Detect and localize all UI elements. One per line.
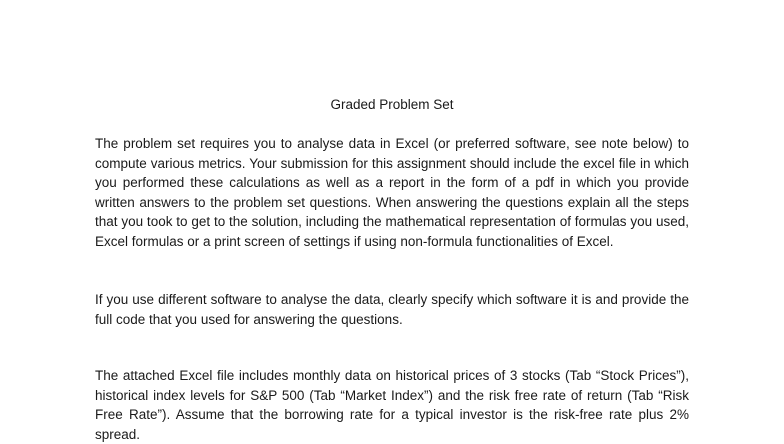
paragraph-data-description: The attached Excel file includes monthly data on historical prices of 3 stocks (Tab “Stock Prices”), historical index levels for S&P 500 (Tab “Market Index”) and the risk free rate of return (Tab “Risk Free Rate”). Assume that the borrowing rate for a typical investor is the risk-free rate plus 2% spread.: [95, 368, 689, 442]
paragraph-instructions: The problem set requires you to analyse data in Excel (or preferred software, see note below) to compute various metrics. Your submission for this assignment should include the excel file in which you performed these calculations as well as a report in the form of a pdf in which you provide written answers to the problem set questions. When answering the questions explain all the steps that you took to get to the solution, including the mathematical representation of formulas you used, Excel formulas or a print screen of settings if using non-formula functionalities of Excel.: [95, 136, 689, 249]
paragraph-software-note: If you use different software to analyse the data, clearly specify which software it is and provide the full code that you used for answering the questions.: [95, 292, 689, 327]
document-title: Graded Problem Set: [330, 97, 454, 112]
